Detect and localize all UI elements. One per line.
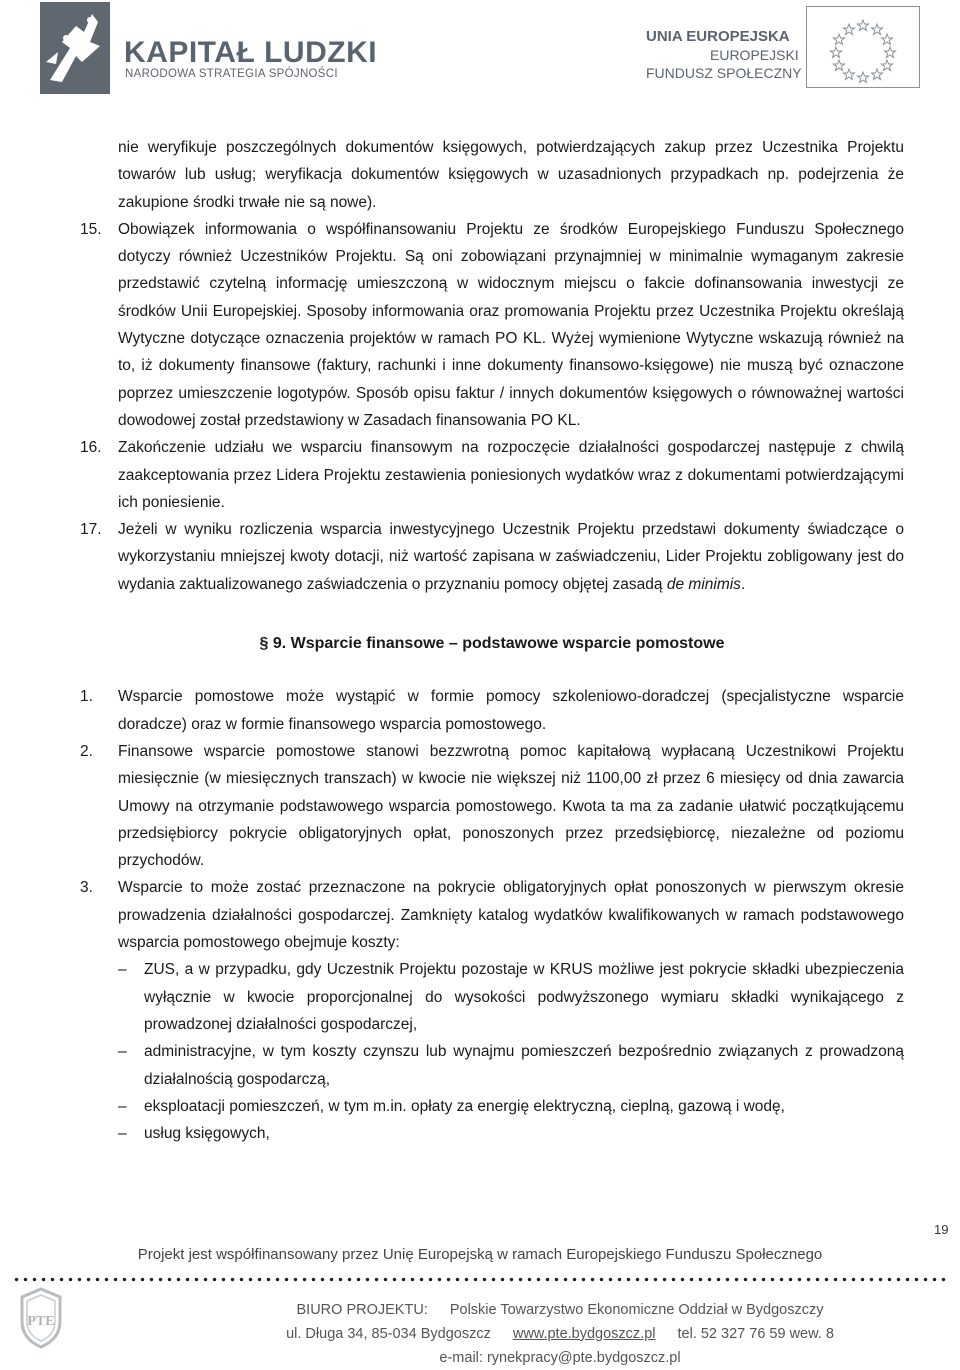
kapital-ludzki-title: KAPITAŁ LUDZKI (124, 36, 378, 69)
item-text: Finansowe wsparcie pomostowe stanowi bezzwrotną pomoc kapitałową wypłacaną Uczestnikowi Projektu miesięcznie (w miesięcznych transzach) w kwocie nie większej niż 1100,00 zł przez 6 miesięcy od dnia zawarcia Umowy na otrzymanie podstawowego wsparcia pomostowego. Kwota ta ma za zadanie ułatwić początkującemu przedsiębiorcy pokrycie obligatoryjnych opłat, ponoszonych przez przedsiębiorcę, niezależne od poziomu przychodów. (118, 742, 904, 870)
footer-line-3 (220, 1346, 900, 1370)
page-number: 19 (934, 1222, 949, 1237)
list-item-15 (80, 216, 904, 434)
continuation-paragraph: nie weryfikuje poszczególnych dokumentów księgowych, potwierdzających zakup przez Uczestnika Projektu towarów lub usług; weryfikacja dokumentów księgowych w uzasadnionych przypadkach np. podejrzenia że zakupione środki trwałe nie są nowe). (118, 139, 904, 211)
eu-fund-label (646, 28, 802, 82)
section-item-3 (80, 874, 904, 956)
list-item-16 (80, 434, 904, 516)
pte-logo-icon (18, 1287, 64, 1349)
cost-text: ZUS, a w przypadku, gdy Uczestnik Projektu pozostaje w KRUS możliwe jest pokrycie składki ubezpieczenia wyłącznie w kwocie proporcjonalnej do wysokości podwyższonego wymiaru składki wynikającego z prowadzonej działalności gospodarczej, (144, 961, 904, 1033)
footer-line-1 (220, 1298, 900, 1322)
cost-list-item (80, 1038, 904, 1093)
address: ul. Długa 34, 85-034 Bydgoszcz (286, 1326, 491, 1342)
footer-line-2 (220, 1322, 900, 1346)
item-text: Zakończenie udziału we wsparciu finansowym na rozpoczęcie działalności gospodarczej następuje z chwilą zaakceptowania przez Lidera Projektu zestawienia poniesionych wydatków wraz z dokumentami potwierdzającymi ich poniesienie. (118, 439, 904, 511)
item-text: Wsparcie to może zostać przeznaczone na pokrycie obligatoryjnych opłat ponoszonych w pierwszym okresie prowadzenia działalności gospodarczej. Zamknięty katalog wydatków kwalifikowanych w ramach podstawowego wsparcia pomostowego obejmuje koszty: (118, 879, 904, 952)
document-body (80, 134, 904, 1147)
item-text: Wsparcie pomostowe może wystąpić w formie pomocy szkoleniowo-doradczej (specjalistyczne wsparcie doradcze) oraz w formie finansowego wsparcia pomostowego. (118, 688, 904, 733)
item-text: Obowiązek informowania o współfinansowaniu Projektu ze środków Europejskiego Funduszu Społecznego dotyczy również Uczestników Projektu. Są oni zobowiązani przynajmniej w minimalnie wymaganym zakresie przedstawić czytelną informację umieszczoną w widocznym miejscu o fakcie dofinansowania inwestycji ze środków Unii Europejskiej. Sposoby informowania oraz promowania Projektu przez Uczestnika Projektu określają Wytyczne dotyczące oznaczenia projektów w ramach PO KL. Wyżej wymienione Wytyczne wskazują również na to, iż dokumenty finansowe (faktury, rachunki i inne dokumenty finansowo-księgowe) nie muszą być oznaczone poprzez umieszczenie logotypów. Sposób opisu faktur / innych dokumentów księgowych o równoważnej wartości dowodowej został przedstawiony w Zasadach finansowania PO KL. (118, 220, 904, 429)
org-label: BIURO PROJEKTU: (296, 1302, 428, 1318)
svg-text:PTE: PTE (27, 1314, 55, 1329)
cost-text: administracyjne, w tym koszty czynszu lub wynajmu pomieszczeń bezpośrednio związanych z prowadzoną działalnością gospodarczą, (144, 1043, 904, 1088)
section-title: § 9. Wsparcie finansowe – podstawowe wsparcie pomostowe (259, 635, 725, 653)
section-item-1 (80, 683, 904, 738)
org-name: Polskie Towarzystwo Ekonomiczne Oddział w Bydgoszczy (449, 1302, 824, 1318)
item-number: 3. (80, 879, 93, 897)
eu-line2: EUROPEJSKI (710, 47, 799, 63)
item-number: 16. (80, 439, 102, 457)
item-text-italic: de minimis (666, 575, 741, 593)
website-link[interactable]: www.pte.bydgoszcz.pl (512, 1326, 656, 1342)
list-item-17 (80, 516, 904, 598)
dash-bullet: – (118, 961, 127, 979)
item-number: 15. (80, 220, 102, 238)
eu-line3: FUNDUSZ SPOŁECZNY (646, 65, 802, 81)
section-item-2 (80, 738, 904, 874)
cost-text: usług księgowych, (144, 1125, 270, 1143)
cofinance-note: Projekt jest współfinansowany przez Unię Europejską w ramach Europejskiego Funduszu Społecznego (137, 1246, 823, 1263)
dash-bullet: – (118, 1097, 127, 1115)
footer-contact (220, 1298, 900, 1370)
phone: tel. 52 327 76 59 wew. 8 (677, 1326, 834, 1342)
eu-flag-icon (806, 6, 920, 88)
cost-text: eksploatacji pomieszczeń, w tym m.in. opłaty za energię elektryczną, cieplną, gazową i wodę, (144, 1097, 785, 1115)
item-number: 17. (80, 521, 102, 539)
dash-bullet: – (118, 1043, 127, 1061)
dash-bullet: – (118, 1125, 127, 1143)
page-header (0, 0, 960, 100)
cost-list-item (80, 956, 904, 1038)
item-number: 1. (80, 688, 93, 706)
kapital-ludzki-subtitle: NARODOWA STRATEGIA SPÓJNOŚCI (125, 68, 338, 80)
kapital-ludzki-logo-icon (40, 2, 110, 94)
item-number: 2. (80, 742, 93, 760)
cost-list-item (80, 1120, 904, 1147)
email: e-mail: rynekpracy@pte.bydgoszcz.pl (439, 1350, 681, 1366)
dotted-divider (12, 1277, 948, 1282)
cost-list-item (80, 1093, 904, 1120)
eu-line1: UNIA EUROPEJSKA (646, 28, 790, 45)
item-text-end: . (740, 575, 746, 593)
item-text: Jeżeli w wyniku rozliczenia wsparcia inwestycyjnego Uczestnik Projektu przedstawi dokumenty świadczące o wykorzystaniu mniejszej kwoty dotacji, niż wartość zapisana w zaświadczeniu, Lider Projektu zobligowany jest do wydania zaktualizowanego zaświadczenia o przyznaniu pomocy objętej zasadą (118, 521, 904, 593)
